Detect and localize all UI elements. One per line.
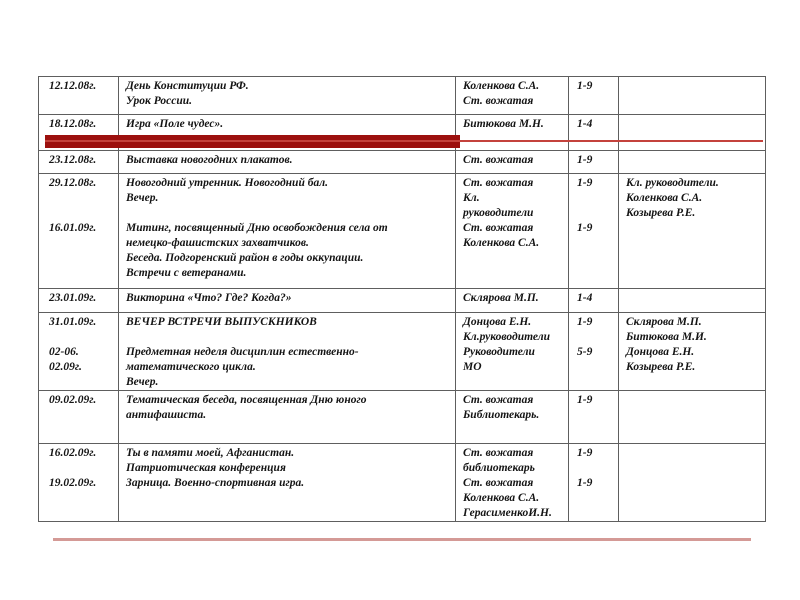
cell-responsible [456, 77, 569, 115]
cell-line: Библиотекарь. [463, 409, 540, 421]
cell-line: 19.02.09г. [49, 477, 97, 489]
cell-date [39, 151, 119, 174]
cell-line [126, 330, 451, 345]
cell-line: Предметная неделя дисциплин естественно- [126, 346, 359, 358]
table-row [39, 174, 766, 289]
cell-line: Кл. руководители. [626, 177, 719, 189]
cell-date [39, 289, 119, 313]
cell-line: Ст. вожатая [463, 177, 534, 189]
cell-line: Тематическая беседа, посвященная Дню юного [126, 394, 367, 406]
cell-line: Руководители [463, 346, 535, 358]
cell-line: Кл. [463, 192, 480, 204]
cell-grades [569, 391, 619, 444]
cell-line: Коленкова С.А. [463, 492, 540, 504]
cell-line: 23.01.09г. [49, 292, 97, 304]
cell-line: Ст. вожатая [463, 154, 534, 166]
cell-responsible [456, 289, 569, 313]
cell-line: Донцова Е.Н. [626, 346, 695, 358]
cell-line [577, 461, 614, 476]
cell-line [49, 330, 114, 345]
cell-line: Вечер. [126, 376, 159, 388]
cell-line: МО [463, 361, 482, 373]
cell-event [119, 313, 456, 391]
cell-organizers [619, 77, 766, 115]
cell-event [119, 77, 456, 115]
cell-line: Козырева Р.Е. [626, 207, 696, 219]
cell-organizers [619, 391, 766, 444]
cell-line: 16.01.09г. [49, 222, 97, 234]
cell-line: Ст. вожатая [463, 447, 534, 459]
cell-organizers [619, 444, 766, 522]
cell-line: Ст. вожатая [463, 222, 534, 234]
cell-event [119, 151, 456, 174]
footer-accent-line [53, 538, 751, 541]
cell-event [119, 444, 456, 522]
cell-line: математического цикла. [126, 361, 256, 373]
cell-responsible [456, 115, 569, 151]
cell-line: Викторина «Что? Где? Когда?» [126, 292, 292, 304]
table-row [39, 77, 766, 115]
cell-line: Кл.руководители [463, 331, 551, 343]
cell-event [119, 289, 456, 313]
cell-line: Новогодний утренник. Новогодний бал. [126, 177, 328, 189]
cell-grades [569, 174, 619, 289]
cell-grades [569, 77, 619, 115]
cell-responsible [456, 391, 569, 444]
table-row [39, 151, 766, 174]
cell-line: Битюкова М.И. [626, 331, 707, 343]
cell-line: 16.02.09г. [49, 447, 97, 459]
cell-line: Урок России. [126, 95, 192, 107]
cell-line: Битюкова М.Н. [463, 118, 544, 130]
cell-grades [569, 313, 619, 391]
cell-line: 1-9 [577, 394, 593, 406]
cell-line: Патриотическая конференция [126, 462, 286, 474]
cell-line: Выставка новогодних плакатов. [126, 154, 293, 166]
cell-line: Встречи с ветеранами. [126, 267, 247, 279]
cell-line: немецко-фашистских захватчиков. [126, 237, 309, 249]
cell-line: 02.09г. [49, 361, 82, 373]
cell-line: библиотекарь [463, 462, 535, 474]
cell-line: 1-4 [577, 292, 593, 304]
cell-line: Коленкова С.А. [463, 237, 540, 249]
cell-line: антифашиста. [126, 409, 207, 421]
cell-line: 31.01.09г. [49, 316, 97, 328]
table-row [39, 313, 766, 391]
cell-organizers [619, 289, 766, 313]
cell-grades [569, 444, 619, 522]
cell-grades [569, 115, 619, 151]
cell-line: ГерасименкоИ.Н. [463, 507, 552, 519]
cell-organizers [619, 151, 766, 174]
cell-event [119, 391, 456, 444]
cell-line: 02-06. [49, 346, 79, 358]
cell-line: Козырева Р.Е. [626, 361, 696, 373]
cell-date [39, 391, 119, 444]
cell-line: Ст. вожатая [463, 95, 534, 107]
table-row [39, 444, 766, 522]
cell-responsible [456, 151, 569, 174]
cell-line [126, 206, 451, 221]
thin-red-line [45, 140, 763, 142]
cell-line: 1-9 [577, 477, 593, 489]
cell-line: 29.12.08г. [49, 177, 97, 189]
cell-line: Вечер. [126, 192, 159, 204]
cell-grades [569, 289, 619, 313]
cell-line: ВЕЧЕР ВСТРЕЧИ ВЫПУСКНИКОВ [126, 316, 317, 328]
cell-line: 1-9 [577, 154, 593, 166]
cell-line: 1-9 [577, 447, 593, 459]
cell-line: Митинг, посвященный Дню освобождения села от [126, 222, 388, 234]
cell-date [39, 444, 119, 522]
cell-line: Склярова М.П. [463, 292, 539, 304]
cell-line: 12.12.08г. [49, 80, 97, 92]
cell-line: 5-9 [577, 346, 593, 358]
cell-line: Коленкова С.А. [626, 192, 703, 204]
cell-line: Донцова Е.Н. [463, 316, 532, 328]
cell-line: 23.12.08г. [49, 154, 97, 166]
cell-line [577, 330, 614, 345]
cell-line: Ст. вожатая [463, 477, 534, 489]
cell-date [39, 77, 119, 115]
cell-line: 1-4 [577, 118, 593, 130]
cell-line: Беседа. Подгоренский район в годы оккупации. [126, 252, 364, 264]
cell-organizers [619, 313, 766, 391]
cell-organizers [619, 174, 766, 289]
cell-line: Игра «Поле чудес». [126, 118, 224, 130]
cell-line: Склярова М.П. [626, 316, 702, 328]
cell-responsible [456, 174, 569, 289]
cell-date [39, 174, 119, 289]
cell-line: День Конституции РФ. [126, 80, 249, 92]
cell-grades [569, 151, 619, 174]
cell-responsible [456, 313, 569, 391]
cell-line: 1-9 [577, 316, 593, 328]
cell-line: 1-9 [577, 222, 593, 234]
cell-line: Зарница. Военно-спортивная игра. [126, 477, 305, 489]
table-row [39, 391, 766, 444]
cell-line: Ты в памяти моей, Афганистан. [126, 447, 295, 459]
cell-responsible [456, 444, 569, 522]
cell-date [39, 313, 119, 391]
cell-line: 09.02.09г. [49, 394, 97, 406]
cell-line: 1-9 [577, 177, 593, 189]
cell-line: 18.12.08г. [49, 118, 97, 130]
cell-line [49, 206, 114, 221]
cell-line [49, 191, 114, 206]
cell-line: Ст. вожатая [463, 394, 534, 406]
cell-line [577, 206, 614, 221]
cell-line: 1-9 [577, 80, 593, 92]
cell-line [577, 191, 614, 206]
cell-line [49, 461, 114, 476]
cell-line: Коленкова С.А. [463, 80, 540, 92]
table-row [39, 289, 766, 313]
cell-organizers [619, 115, 766, 151]
cell-event [119, 174, 456, 289]
cell-line: руководители [463, 207, 534, 219]
